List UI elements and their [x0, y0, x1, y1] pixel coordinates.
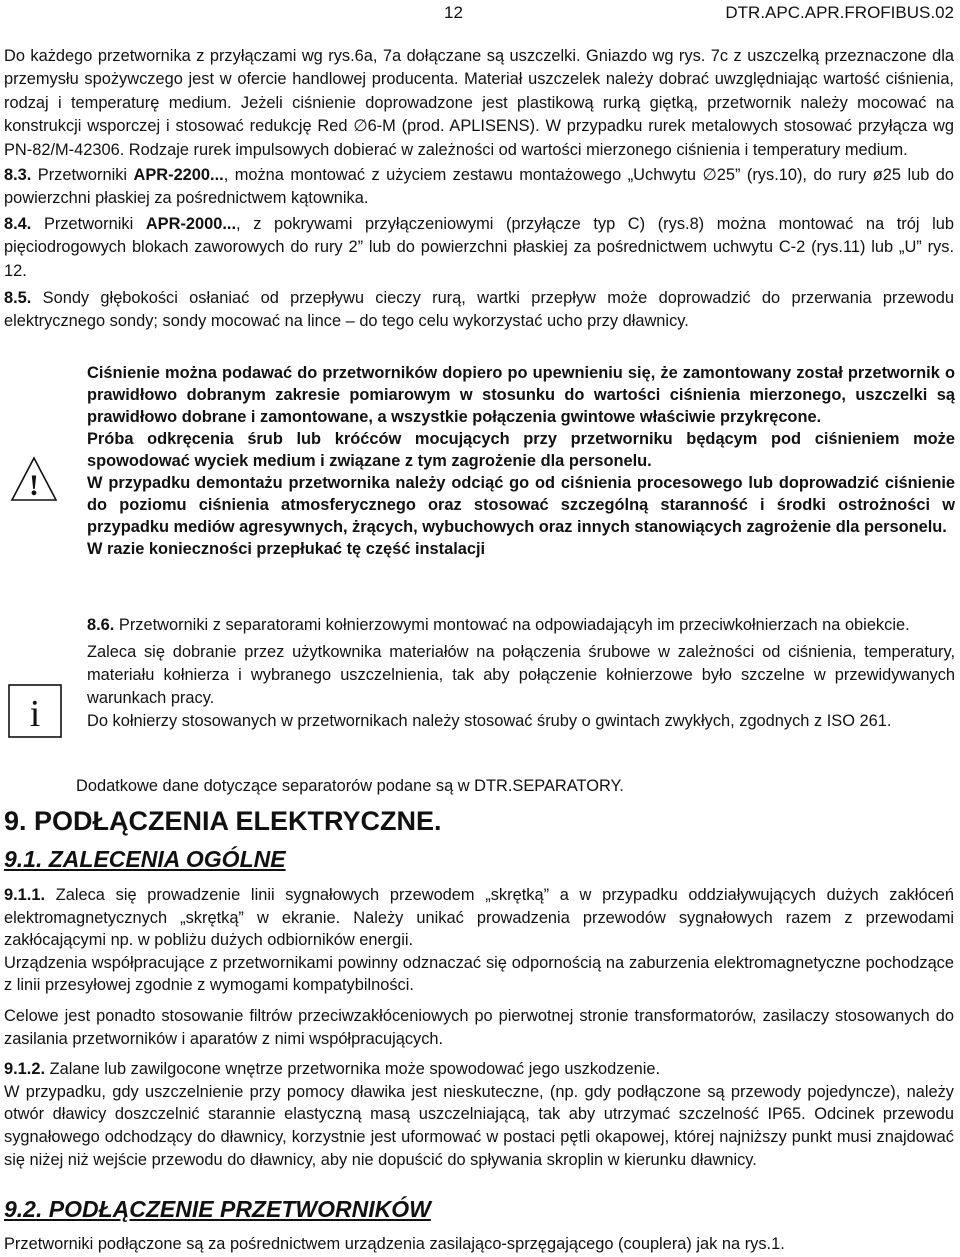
- warning-pressure: Ciśnienie można podawać do przetworników dopiero po upewnieniu się, że zamontowany został przetwornik o prawidłowo dobranym zakresie pomiarowym w stosunku do wartości ciśnienia mierzonego, uszczelki są prawidłowo dobrane i zamontowane, a wszystkie połączenia gwintowe właściwie przykręcone.: [87, 364, 955, 426]
- section-8-4-prefix: Przetworniki: [31, 214, 146, 233]
- info-screw-threads: Do kołnierzy stosowanych w przetwornikach należy stosować śruby o gwintach zwykłych, zgodnych z ISO 261.: [87, 712, 892, 730]
- section-8-5-number: 8.5.: [4, 289, 32, 308]
- document-code: DTR.APC.APR.FROFIBUS.02: [725, 3, 954, 22]
- warning-block: [87, 362, 955, 560]
- filters-paragraph: Celowe jest ponadto stosowanie filtrów przeciwzakłóceniowych po pierwotnej stronie transformatorów, zasilaczy stosowanych do zasilania przetworników i aparatów z nimi współpracujących.: [4, 1006, 954, 1048]
- section-9-1-heading: 9.1. ZALECENIA OGÓLNE: [4, 846, 286, 872]
- section-8-6-text: Przetworniki z separatorami kołnierzowymi montować na odpowiadającyh im przeciwkołnierzach na obiekcie.: [114, 616, 910, 634]
- section-9-1-2-text: Zalane lub zawilgocone wnętrze przetwornika może spowodować jego uszkodzenie.: [45, 1060, 661, 1079]
- info-icon: [8, 684, 62, 738]
- section-8-3: [4, 164, 954, 211]
- section-9-1-1-text: Zaleca się prowadzenie linii sygnałowych przewodem „skrętką” a w przypadku oddziaływujących dużych zakłóceń elektromagnetycznych „skrętką” w ekranie. Należy unikać prowadzenia przewodów sygnałowych razem z przewodami zakłócającymi np. w pobliżu dużych odbiorników energii.: [4, 886, 954, 950]
- section-8-3-prefix: Przetworniki: [31, 166, 134, 185]
- section-9-1-1-number: 9.1.1.: [4, 886, 46, 904]
- sealing-paragraph: W przypadku, gdy uszczelnienie przy pomocy dławika jest nieskuteczne, (np. gdy podłączone są przewody pojedyncze), należy otwór dławicy doszczelnić starannie elastyczną masą uszczelniającą, tak aby utrzymać szczelność IP65. Odcinek przewodu sygnałowego odchodzący do dławnicy, korzystnie jest uformować w postaci pętli okapowej, której najniższy punkt musi znajdować się niżej niż wejście przewodu do dławnicy, aby nie dopuścić do spływania skroplin w kierunku dławnicy.: [4, 1082, 954, 1169]
- section-9-1-body: [4, 884, 954, 1171]
- section-8-4-model: APR-2000...: [145, 214, 237, 233]
- mounting-seals-paragraph: [4, 45, 954, 334]
- warning-triangle-icon: [10, 455, 58, 503]
- section-9-1-2: [4, 1058, 954, 1081]
- section-8-3-text: , można montować z użyciem zestawu montażowego „Uchwytu ∅25” (rys.10), do rury ø25 lub do powierzchni płaskiej za pośrednictwem kątownika.: [4, 166, 954, 208]
- section-8-5-text: Sondy głębokości osłaniać od przepływu cieczy rurą, wartki przepływ może doprowadzić do przerwania przewodu elektrycznego sondy; sondy mocować na lince – do tego celu wykorzystać ucho przy dławnicy.: [4, 289, 954, 331]
- info-separators-note: Dodatkowe dane dotyczące separatorów podane są w DTR.SEPARATORY.: [76, 777, 624, 795]
- section-9-1-1: [4, 884, 954, 952]
- seals-text: Do każdego przetwornika z przyłączami wg rys.6a, 7a dołączane są uszczelki. Gniazdo wg rys. 7c z uszczelką przeznaczone dla przemysłu spożywczego jest w ofercie handlowej producenta. Materiał uszczelek należy dobrać uwzględniając wartość ciśnienia, rodzaj i temperaturę medium. Jeżeli ciśnienie doprowadzone jest plastikową rurką giętką, przetwornik należy mocować na konstrukcji wsporczej i stosować redukcję Red ∅6-M (prod. APLISENS). W przypadku rurek metalowych stosować przyłącza wg PN-82/M-42306. Rodzaje rurek impulsowych dobierać w zależności od wartości mierzonego ciśnienia i temperatury medium.: [4, 47, 954, 159]
- warning-dismantling: W przypadku demontażu przetwornika należy odciąć go od ciśnienia procesowego lub doprowadzić ciśnienie do poziomu ciśnienia atmosferycznego oraz stosować szczególną staranność i środki ostrożności w przypadku mediów agresywnych, żrących, wybuchowych oraz innych stanowiących zagrożenie dla personelu.: [87, 474, 955, 536]
- info-symbol: i: [29, 693, 41, 735]
- section-8-4-number: 8.4.: [4, 214, 32, 233]
- info-block: [87, 614, 955, 733]
- warning-unscrewing: Próba odkręcenia śrub lub króćców mocujących przy przetworniku będącym pod ciśnieniem może spowodować wyciek medium i związane z tym zagrożenie dla personelu.: [87, 430, 955, 470]
- page-number: 12: [444, 3, 463, 22]
- section-9-2-heading: 9.2. PODŁĄCZENIE PRZETWORNIKÓW: [4, 1196, 431, 1222]
- connection-paragraph: Przetworniki podłączone są za pośrednictwem urządzenia zasilająco-sprzęgającego (couplera) jak na rys.1.: [4, 1235, 785, 1253]
- warning-symbol: !: [29, 469, 39, 502]
- section-9-heading: 9. PODŁĄCZENIA ELEKTRYCZNE.: [4, 806, 442, 836]
- warning-flushing: W razie konieczności przepłukać tę część instalacji: [87, 540, 486, 558]
- compatibility-paragraph: Urządzenia współpracujące z przetwornikami powinny odznaczać się odpornością na zaburzenia elektromagnetyczne pochodzące z linii przesyłowej zgodnie z wymogami kompatybilności.: [4, 953, 954, 995]
- info-screw-materials: Zaleca się dobranie przez użytkownika materiałów na połączenia śrubowe w zależności od ciśnienia, temperatury, materiału kołnierza i wybranego uszczelnienia, tak aby połączenie kołnierzowe było szczelne w przewidywanych warunkach pracy.: [87, 643, 955, 707]
- section-8-3-number: 8.3.: [4, 166, 32, 185]
- section-8-5: [4, 287, 954, 334]
- section-8-3-model: APR-2200...: [133, 166, 224, 185]
- section-9-1-2-number: 9.1.2.: [4, 1060, 46, 1079]
- section-8-4: [4, 213, 954, 283]
- section-8-4-text: , z pokrywami przyłączeniowymi (przyłącze typ C) (rys.8) można montować na trój lub pięciodrogowych blokach zaworowych do rury 2” lub do powierzchni płaskiej za pośrednictwem uchwytu C-2 (rys.11) lub „U” rys. 12.: [4, 214, 954, 280]
- section-8-6-number: 8.6.: [87, 616, 115, 634]
- section-8-6: [87, 614, 955, 637]
